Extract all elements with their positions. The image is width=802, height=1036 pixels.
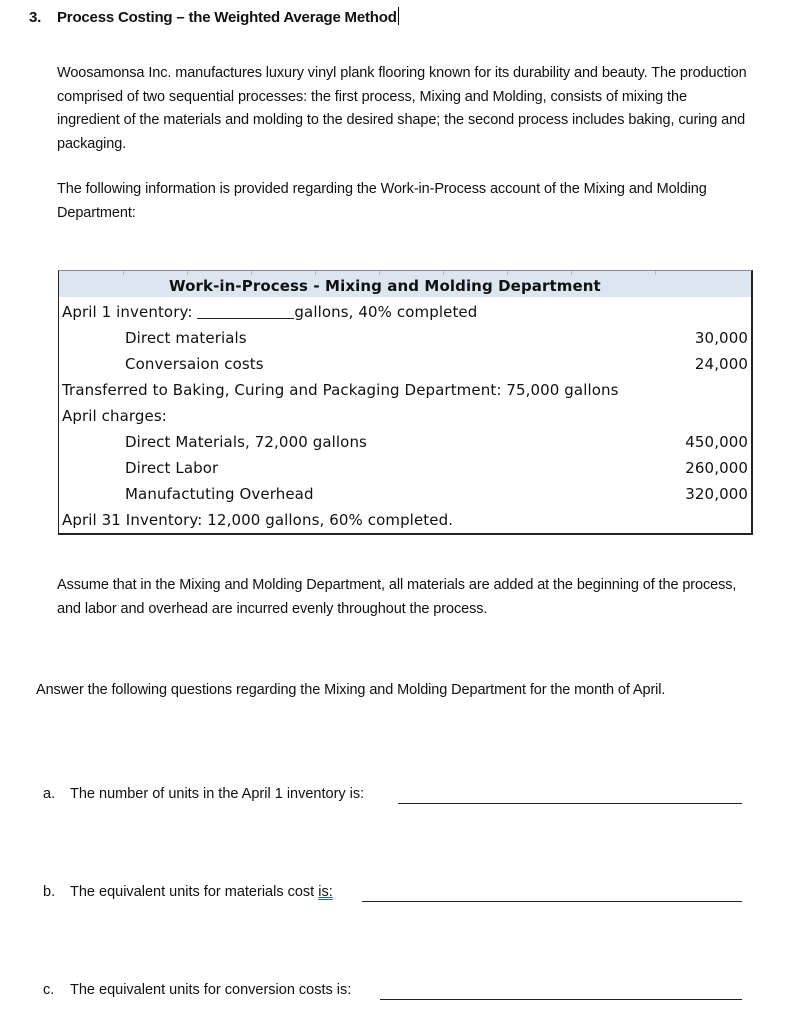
instruction-text: Answer the following questions regarding the Mixing and Molding Department for the month of April.	[36, 682, 666, 698]
question-b	[43, 884, 333, 900]
direct-labor-label: Direct Labor	[125, 459, 219, 477]
question-b-flagged-word[interactable]: is:	[318, 884, 333, 900]
question-c-text: The equivalent units for conversion costs is:	[70, 982, 352, 998]
table-title: Work-in-Process - Mixing and Molding Department	[169, 277, 601, 295]
question-a-label: a.	[43, 786, 56, 802]
intro-paragraph-1: Woosamonsa Inc. manufactures luxury vinyl plank flooring known for its durability and beauty. The production comprised of two sequential processes: the first process, Mixing and Molding, consists of mixing the ingredient of the materials and molding to the desired shape; the second process includes baking, curing and packaging.	[57, 65, 747, 152]
question-a-text: The number of units in the April 1 inventory is:	[70, 786, 365, 802]
april1-blank	[197, 301, 294, 319]
section-number: 3.	[29, 9, 42, 26]
overhead-value: 320,000	[685, 485, 748, 503]
assumption-text: Assume that in the Mixing and Molding Department, all materials are added at the beginning of the process, and labor and overhead are incurred evenly throughout the process.	[57, 577, 737, 617]
conversion-costs-label: Conversaion costs	[125, 355, 264, 373]
april-charges-label: April charges:	[62, 407, 167, 425]
direct-labor-value: 260,000	[685, 459, 748, 477]
intro-paragraph-2: The following information is provided regarding the Work-in-Process account of the Mixing and Molding Department:	[57, 181, 707, 221]
april1-suffix: gallons, 40% completed	[294, 303, 478, 321]
direct-materials-value: 30,000	[694, 329, 748, 347]
dm-charge-label: Direct Materials, 72,000 gallons	[125, 433, 367, 451]
wip-table	[58, 270, 753, 535]
question-c-label: c.	[43, 982, 55, 998]
section-heading	[29, 7, 399, 26]
dm-charge-value: 450,000	[685, 433, 748, 451]
answer-b-line[interactable]	[362, 901, 742, 902]
april1-label: April 1 inventory:	[62, 303, 193, 321]
answer-c-line[interactable]	[380, 999, 742, 1000]
answer-a-line[interactable]	[398, 803, 742, 804]
section-title[interactable]: Process Costing – the Weighted Average Method	[57, 9, 397, 26]
transferred-row: Transferred to Baking, Curing and Packaging Department: 75,000 gallons	[62, 381, 619, 399]
conversion-costs-value: 24,000	[694, 355, 748, 373]
text-cursor	[398, 7, 399, 25]
question-b-text: The equivalent units for materials cost	[70, 884, 319, 900]
overhead-label: Manufactuting Overhead	[125, 485, 314, 503]
ending-inventory-row: April 31 Inventory: 12,000 gallons, 60% completed.	[62, 511, 454, 529]
question-a	[43, 786, 364, 802]
question-c	[43, 982, 351, 998]
question-b-label: b.	[43, 884, 56, 900]
direct-materials-label: Direct materials	[125, 329, 247, 347]
april1-inventory-row	[62, 299, 477, 325]
